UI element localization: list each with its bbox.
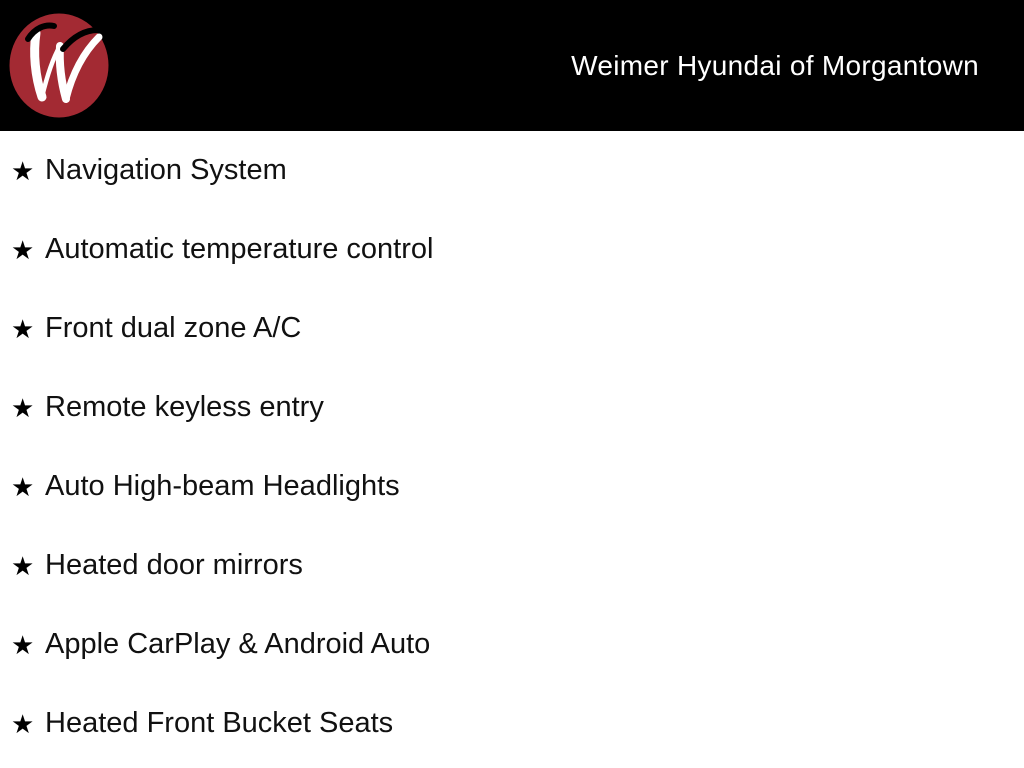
feature-label: Heated Front Bucket Seats <box>45 707 394 739</box>
feature-label: Automatic temperature control <box>45 233 434 265</box>
star-icon: ★ <box>11 392 35 423</box>
feature-item <box>11 447 1024 526</box>
star-icon: ★ <box>11 550 35 581</box>
dealer-logo-icon <box>9 13 109 118</box>
feature-item <box>11 210 1024 289</box>
feature-label: Auto High-beam Headlights <box>45 470 400 502</box>
feature-item <box>11 684 1024 763</box>
star-icon: ★ <box>11 471 35 502</box>
header-bar <box>0 0 1024 131</box>
feature-item <box>11 289 1024 368</box>
features-list <box>0 131 1024 763</box>
feature-item <box>11 605 1024 684</box>
star-icon: ★ <box>11 629 35 660</box>
feature-label: Front dual zone A/C <box>45 312 302 344</box>
feature-label: Apple CarPlay & Android Auto <box>45 628 431 660</box>
star-icon: ★ <box>11 234 35 265</box>
feature-label: Heated door mirrors <box>45 549 303 581</box>
star-icon: ★ <box>11 313 35 344</box>
feature-item <box>11 368 1024 447</box>
star-icon: ★ <box>11 155 35 186</box>
feature-label: Remote keyless entry <box>45 391 324 423</box>
dealer-name-title: Weimer Hyundai of Morgantown <box>571 49 979 81</box>
feature-item <box>11 131 1024 210</box>
feature-item <box>11 526 1024 605</box>
feature-label: Navigation System <box>45 154 287 186</box>
star-icon: ★ <box>11 708 35 739</box>
